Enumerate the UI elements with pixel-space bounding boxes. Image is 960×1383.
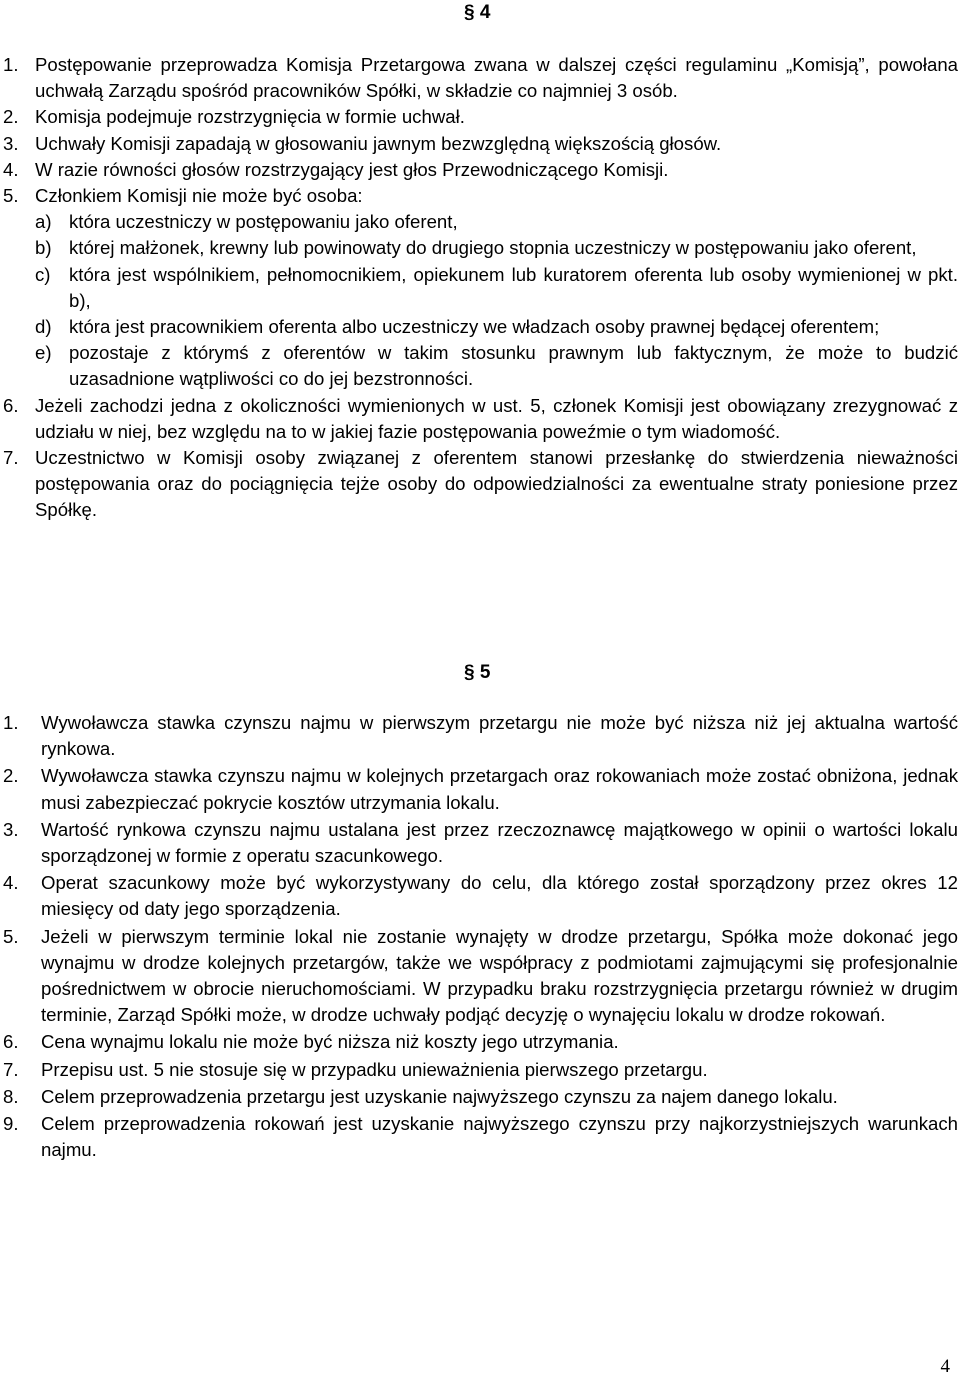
section-5-item-2 — [0, 763, 960, 815]
section-5-item-9 — [0, 1111, 960, 1163]
sub-item-letter: d) — [35, 316, 52, 338]
item-text: Operat szacunkowy może być wykorzystywany do celu, dla którego został sporządzony przez okres 12 miesięcy od daty jego sporządzenia. — [41, 872, 958, 920]
item-text: Uczestnictwo w Komisji osoby związanej z oferentem stanowi przesłankę do stwierdzenia nieważności postępowania oraz do pociągnięcia tejże osoby do odpowiedzialności za ewentualne straty poniesione przez Spółkę. — [35, 447, 958, 521]
section-5-item-6 — [0, 1029, 960, 1055]
item-text: Komisja podejmuje rozstrzygnięcia w formie uchwał. — [35, 106, 465, 128]
section-4-item-5 — [0, 183, 960, 393]
section-4-item-3 — [0, 131, 960, 157]
item-text: Członkiem Komisji nie może być osoba: — [35, 185, 363, 207]
item-text: Uchwały Komisji zapadają w głosowaniu jawnym bezwzględną większością głosów. — [35, 132, 722, 154]
item-text: Przepisu ust. 5 nie stosuje się w przypadku unieważnienia pierwszego przetargu. — [41, 1058, 708, 1080]
section-5-item-5 — [0, 924, 960, 1029]
sub-item-d — [35, 314, 958, 340]
section-4-item-2 — [0, 104, 960, 130]
section-5-item-7 — [0, 1057, 960, 1083]
item-number: 4. — [3, 158, 19, 180]
item-number: 1. — [3, 54, 19, 75]
item-number: 8. — [3, 1085, 19, 1107]
item-number: 7. — [3, 1058, 19, 1080]
sub-item-text: która uczestniczy w postępowaniu jako oferent, — [69, 211, 458, 233]
section-4-item-7 — [0, 445, 960, 524]
item-text: Celem przeprowadzenia rokowań jest uzyskanie najwyższego czynszu przy najkorzystniejszych warunkach najmu. — [41, 1113, 958, 1161]
item-text: W razie równości głosów rozstrzygający jest głos Przewodniczącego Komisji. — [35, 158, 669, 180]
section-5-item-4 — [0, 870, 960, 922]
sub-item-text: pozostaje z którymś z oferentów w takim stosunku prawnym lub faktycznym, że może to budzić uzasadnione wątpliwości co do jej bezstronności. — [69, 342, 958, 390]
section-4-item-1 — [0, 52, 960, 104]
sub-item-letter: e) — [35, 342, 52, 364]
sub-item-b — [35, 235, 958, 261]
section-4-heading: § 4 — [464, 2, 491, 23]
item-number: 6. — [3, 1031, 19, 1053]
sub-item-text: która jest wspólnikiem, pełnomocnikiem, opiekunem lub kuratorem oferenta lub osoby wymienionej w pkt. b), — [69, 263, 958, 311]
sub-item-c — [35, 262, 958, 314]
section-4-item-4 — [0, 157, 960, 183]
item-number: 4. — [3, 872, 19, 894]
item-number: 3. — [3, 818, 19, 840]
section-4-body — [0, 52, 960, 524]
section-5-item-8 — [0, 1084, 960, 1110]
sub-item-letter: b) — [35, 237, 52, 259]
section-5-heading: § 5 — [464, 662, 491, 683]
section-5-item-3 — [0, 817, 960, 869]
item-text: Wartość rynkowa czynszu najmu ustalana jest przez rzeczoznawcę majątkowego w opinii o wartości lokalu sporządzonej w formie z operatu szacunkowego. — [41, 818, 958, 867]
sub-item-text: która jest pracownikiem oferenta albo uczestniczy we władzach osoby prawnej będącej oferentem; — [69, 316, 880, 338]
item-number: 3. — [3, 132, 19, 154]
sub-item-letter: c) — [35, 263, 51, 285]
item-text: Postępowanie przeprowadza Komisja Przetargowa zwana w dalszej części regulaminu „Komisją”, powołana uchwałą Zarządu spośród pracowników Spółki, w składzie co najmniej 3 osób. — [35, 54, 958, 102]
item-text: Jeżeli w pierwszym terminie lokal nie zostanie wynajęty w drodze przetargu, Spółka może dokonać jego wynajmu w drodze kolejnych przetargów, także we współpracy z podmiotami zajmującymi się profesjonalnie pośrednictwem w obrocie nieruchomościami. W przypadku braku rozstrzygnięcia przetargu również w drugim terminie, Zarząd Spółki może, w drodze uchwały podjąć decyzję o wynajęciu lokalu w drodze rokowań. — [41, 925, 958, 1026]
item-number: 2. — [3, 106, 19, 128]
item-text: Jeżeli zachodzi jedna z okoliczności wymienionych w ust. 5, członek Komisji jest obowiązany zrezygnować z udziału w niej, bez względu na to w jakiej fazie postępowania poweźmie o tym wiadomość. — [35, 394, 958, 442]
sub-item-a — [35, 209, 958, 235]
item-text: Celem przeprowadzenia przetargu jest uzyskanie najwyższego czynszu za najem danego lokalu. — [41, 1085, 838, 1107]
sub-item-letter: a) — [35, 211, 52, 233]
section-5-item-1 — [0, 710, 960, 762]
item-number: 5. — [3, 185, 19, 207]
sub-item-e — [35, 340, 958, 392]
page-number: 4 — [940, 1356, 950, 1377]
item-number: 7. — [3, 447, 19, 469]
item-number: 2. — [3, 765, 19, 787]
item-number: 1. — [3, 712, 19, 733]
item-text: Cena wynajmu lokalu nie może być niższa niż koszty jego utrzymania. — [41, 1031, 619, 1053]
item-number: 5. — [3, 925, 19, 947]
section-5-body — [0, 710, 960, 1164]
item-text: Wywoławcza stawka czynszu najmu w pierwszym przetargu nie może być niższa niż jej aktualna wartość rynkowa. — [41, 712, 958, 760]
item-text: Wywoławcza stawka czynszu najmu w kolejnych przetargach oraz rokowaniach może zostać obniżona, jednak musi zabezpieczać pokrycie kosztów utrzymania lokalu. — [41, 765, 958, 813]
item-number: 9. — [3, 1113, 19, 1135]
sub-item-text: której małżonek, krewny lub powinowaty do drugiego stopnia uczestniczy w postępowaniu jako oferent, — [69, 237, 917, 259]
item-number: 6. — [3, 394, 19, 416]
section-4-item-6 — [0, 393, 960, 445]
